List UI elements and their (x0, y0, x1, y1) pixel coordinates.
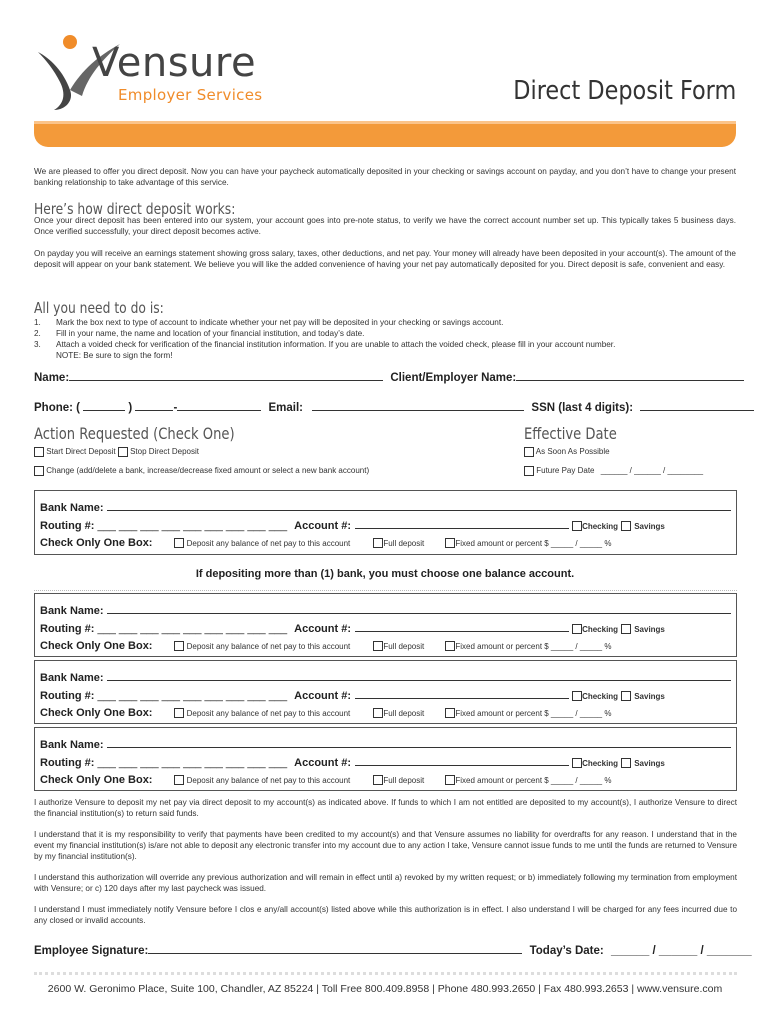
todo-note: NOTE: Be sure to sign the form! (56, 351, 173, 360)
bank-name-field[interactable] (107, 671, 731, 681)
intro-paragraph: We are pleased to offer you direct deposit. Now you can have your paycheck automatically deposited in your checking or savings account on payday, and you don’t have to change your present banking relationship to take advantage of this service. (34, 167, 736, 187)
checking-label: Checking (582, 759, 619, 768)
routing-row (40, 622, 665, 635)
check-one-row (40, 774, 611, 786)
future-checkbox[interactable] (524, 466, 534, 476)
action-row-2 (34, 466, 369, 476)
routing-row (40, 689, 665, 702)
date-label: Today’s Date: (529, 945, 604, 957)
change-label: Change (add/delete a bank, increase/decrease fixed amount or select a new bank account) (46, 466, 370, 476)
fixed-checkbox[interactable] (445, 775, 455, 785)
savings-checkbox[interactable] (621, 624, 631, 634)
phone-area-field[interactable] (83, 401, 125, 411)
routing-label: Routing #: (40, 690, 95, 702)
checking-label: Checking (582, 625, 619, 634)
fixed-checkbox[interactable] (445, 641, 455, 651)
name-label: Name: (34, 372, 70, 384)
checking-label: Checking (582, 692, 619, 701)
how-heading: Here’s how direct deposit works: (34, 200, 236, 218)
savings-label: Savings (634, 522, 665, 531)
action-row-1 (34, 447, 199, 457)
fixed-label: Fixed amount or percent $ _____ / _____ % (455, 539, 612, 548)
asap-checkbox[interactable] (524, 447, 534, 457)
account-field[interactable] (355, 756, 569, 766)
how-paragraph-1: Once your direct deposit has been entered into our system, your account goes into pre-note status, to verify we have the correct account number set up. This typically takes 5 business days. Once verified successfully, your direct deposit becomes active. (34, 216, 736, 236)
routing-field[interactable]: ___ ___ ___ ___ ___ ___ ___ ___ ___ (97, 690, 288, 702)
client-label: Client/Employer Name: (390, 372, 517, 384)
client-field[interactable] (516, 371, 744, 381)
phone-paren: ) (128, 402, 133, 414)
balance-checkbox[interactable] (174, 708, 184, 718)
signature-label: Employee Signature: (34, 945, 149, 957)
legal-paragraph: I understand that it is my responsibility to verify that payments have been credited to my account(s) and that Vensure assumes no liability for overdrafts for any reason. I understand that in the event my financial institution(s) is/are not able to deposit any electronic transfer into my account due to any action I take, Vensure cannot issue funds to me until the funds are returned to Vensure by my financial institution(s). (34, 830, 737, 861)
brand-name: Vensure (92, 40, 257, 86)
bank-box-2 (34, 593, 737, 657)
routing-row (40, 519, 665, 532)
bank-box-4 (34, 727, 737, 791)
bank-box-3 (34, 660, 737, 724)
savings-label: Savings (634, 692, 665, 701)
full-label: Full deposit (383, 642, 425, 651)
check-one-row (40, 640, 611, 652)
account-label: Account #: (294, 757, 351, 769)
email-label: Email: (268, 402, 304, 414)
savings-label: Savings (634, 759, 665, 768)
bank-name-row (40, 671, 731, 684)
bank-name-label: Bank Name: (40, 672, 104, 684)
name-field[interactable] (69, 371, 383, 381)
effective-row-2 (524, 466, 703, 476)
balance-checkbox[interactable] (174, 641, 184, 651)
date-field[interactable]: ______ / ______ / _______ (610, 945, 752, 957)
phone-dash: - (173, 402, 178, 414)
savings-checkbox[interactable] (621, 758, 631, 768)
form-title: Direct Deposit Form (513, 76, 736, 106)
checking-checkbox[interactable] (572, 521, 582, 531)
account-field[interactable] (355, 689, 569, 699)
dotted-divider (34, 590, 737, 591)
bank-name-label: Bank Name: (40, 605, 104, 617)
full-checkbox[interactable] (373, 775, 383, 785)
full-checkbox[interactable] (373, 641, 383, 651)
ssn-field[interactable] (640, 401, 754, 411)
balance-checkbox[interactable] (174, 538, 184, 548)
full-label: Full deposit (383, 776, 425, 785)
routing-label: Routing #: (40, 623, 95, 635)
todo-heading: All you need to do is: (34, 299, 164, 317)
stop-checkbox[interactable] (118, 447, 128, 457)
routing-label: Routing #: (40, 757, 95, 769)
bank-name-field[interactable] (107, 738, 731, 748)
full-label: Full deposit (383, 709, 425, 718)
effective-row-1 (524, 447, 610, 457)
change-checkbox[interactable] (34, 466, 44, 476)
check-one-label: Check Only One Box: (40, 774, 153, 786)
email-field[interactable] (312, 401, 524, 411)
full-checkbox[interactable] (373, 538, 383, 548)
bank-name-row (40, 738, 731, 751)
fixed-label: Fixed amount or percent $ _____ / _____ % (455, 709, 612, 718)
balance-label: Deposit any balance of net pay to this account (186, 539, 351, 548)
header-bar (34, 121, 736, 147)
ssn-label: SSN (last 4 digits): (531, 402, 634, 414)
bank-name-label: Bank Name: (40, 739, 104, 751)
balance-label: Deposit any balance of net pay to this account (186, 709, 351, 718)
routing-field[interactable]: ___ ___ ___ ___ ___ ___ ___ ___ ___ (97, 623, 288, 635)
signature-field[interactable] (148, 944, 522, 954)
checking-label: Checking (582, 522, 619, 531)
bank-name-field[interactable] (107, 501, 731, 511)
account-field[interactable] (355, 519, 569, 529)
start-label: Start Direct Deposit (46, 447, 116, 457)
stop-label: Stop Direct Deposit (130, 447, 199, 457)
balance-label: Deposit any balance of net pay to this account (186, 642, 351, 651)
bank-name-row (40, 501, 731, 514)
full-checkbox[interactable] (373, 708, 383, 718)
check-one-label: Check Only One Box: (40, 707, 153, 719)
phone-label: Phone: ( (34, 402, 80, 414)
savings-checkbox[interactable] (621, 691, 631, 701)
phone-row (34, 401, 754, 414)
phone-prefix-field[interactable] (135, 401, 173, 411)
todo-list (34, 317, 736, 361)
multi-bank-notice: If depositing more than (1) bank, you must choose one balance account. (195, 568, 575, 580)
checking-checkbox[interactable] (572, 691, 582, 701)
fixed-label: Fixed amount or percent $ _____ / _____ % (455, 642, 612, 651)
phone-line-field[interactable] (177, 401, 261, 411)
effective-heading: Effective Date (524, 424, 617, 443)
legal-paragraph: I understand I must immediately notify Vensure before I clos e any/all account(s) listed above while this authorization is in effect. I also understand I will be charged for any fees incurred due to any closed or invalid accounts. (34, 905, 737, 925)
routing-label: Routing #: (40, 520, 95, 532)
footer-divider (34, 972, 737, 975)
checking-checkbox[interactable] (572, 758, 582, 768)
footer-address: 2600 W. Geronimo Place, Suite 100, Chandler, AZ 85224 | Toll Free 800.409.8958 | Phone 480.993.2650 | Fax 480.993.2653 | www.vensure.com (47, 983, 723, 995)
bank-name-field[interactable] (107, 604, 731, 614)
routing-field[interactable]: ___ ___ ___ ___ ___ ___ ___ ___ ___ (97, 757, 288, 769)
check-one-label: Check Only One Box: (40, 640, 153, 652)
account-label: Account #: (294, 520, 351, 532)
todo-step: 2. Fill in your name, the name and location of your financial institution, and today’s date. (34, 329, 365, 338)
bank-name-row (40, 604, 731, 617)
account-label: Account #: (294, 623, 351, 635)
start-checkbox[interactable] (34, 447, 44, 457)
fixed-checkbox[interactable] (445, 708, 455, 718)
check-one-label: Check Only One Box: (40, 537, 153, 549)
full-label: Full deposit (383, 539, 425, 548)
brand-subtitle: Employer Services (118, 86, 263, 104)
bank-name-label: Bank Name: (40, 502, 104, 514)
fixed-label: Fixed amount or percent $ _____ / _____ % (455, 776, 612, 785)
account-field[interactable] (355, 622, 569, 632)
checking-checkbox[interactable] (572, 624, 582, 634)
how-paragraph-2: On payday you will receive an earnings statement showing gross salary, taxes, other deductions, and net pay. Your money will already have been deposited in your account(s). The amount of the deposit will appear on your bank statement. We believe you will like the added convenience of having your net pay automatically deposited for you. Direct deposit is safe, convenient and easy. (34, 249, 736, 269)
future-label: Future Pay Date (536, 466, 595, 476)
legal-paragraph: I understand this authorization will override any previous authorization and will remain in effect until a) revoked by my written request; or b) immediately following my termination from employment with Vensure; or c) 120 days after my last paycheck was issued. (34, 873, 737, 893)
check-one-row (40, 537, 611, 549)
savings-label: Savings (634, 625, 665, 634)
fixed-checkbox[interactable] (445, 538, 455, 548)
routing-field[interactable]: ___ ___ ___ ___ ___ ___ ___ ___ ___ (97, 520, 288, 532)
check-one-row (40, 707, 611, 719)
bank-box-1 (34, 490, 737, 555)
routing-row (40, 756, 665, 769)
action-heading: Action Requested (Check One) (34, 424, 235, 443)
legal-paragraph: I authorize Vensure to deposit my net pay via direct deposit to my account(s) as indicated above. If funds to which I am not entitled are deposited to my account(s), I authorize Vensure to direct the financial institution(s) to return said funds. (34, 798, 737, 818)
balance-checkbox[interactable] (174, 775, 184, 785)
future-date-field[interactable]: ______ / ______ / ________ (600, 466, 704, 476)
account-label: Account #: (294, 690, 351, 702)
name-row (34, 371, 744, 384)
savings-checkbox[interactable] (621, 521, 631, 531)
asap-label: As Soon As Possible (535, 447, 610, 457)
todo-step: 1. Mark the box next to type of account to indicate whether your net pay will be deposited in your checking or savings account. (34, 318, 504, 327)
balance-label: Deposit any balance of net pay to this account (186, 776, 351, 785)
signature-row (34, 944, 752, 957)
todo-step: 3. Attach a voided check for verification of the financial institution information. If you are unable to attach the voided check, please fill in your account number. (34, 340, 616, 349)
